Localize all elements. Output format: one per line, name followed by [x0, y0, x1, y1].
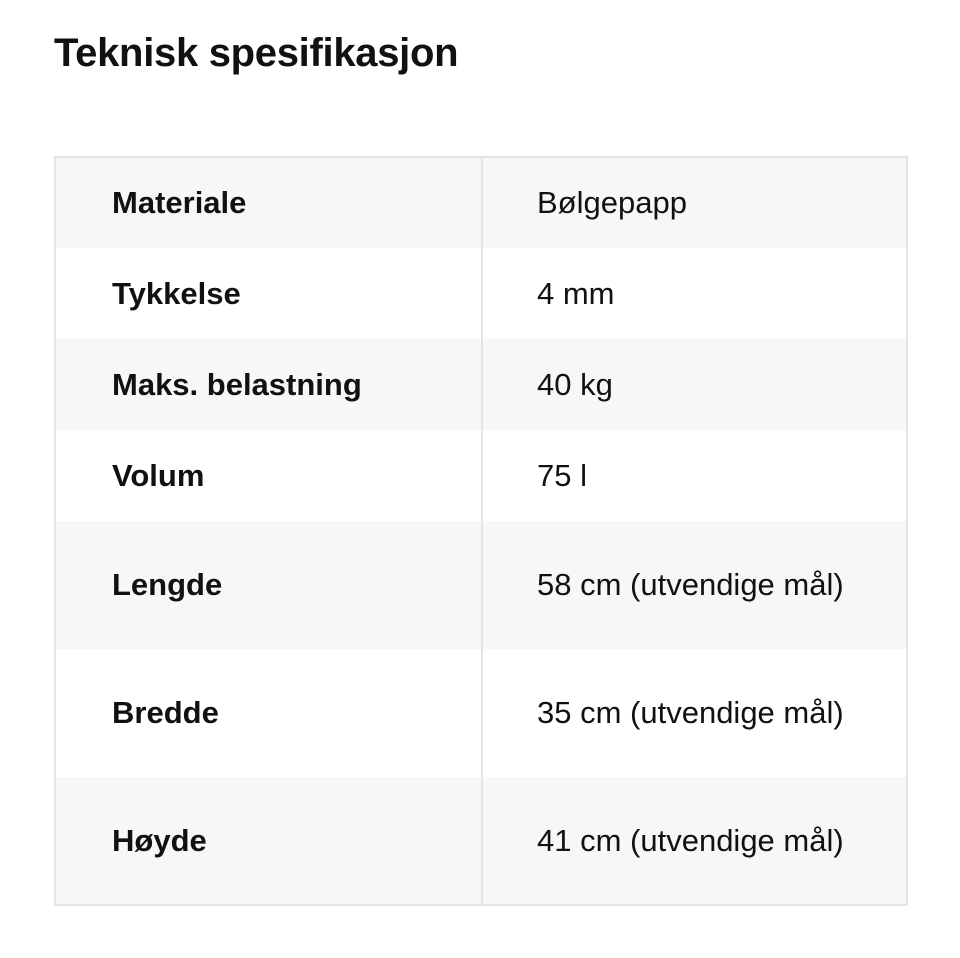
spec-label: Maks. belastning — [55, 339, 482, 430]
spec-table — [54, 156, 908, 906]
spec-value: 4 mm — [482, 248, 907, 339]
spec-label: Tykkelse — [55, 248, 482, 339]
spec-row-volum — [55, 430, 907, 521]
spec-row-lengde — [55, 521, 907, 649]
spec-value: 41 cm (utvendige mål) — [482, 777, 907, 905]
page-title: Teknisk spesifikasjon — [54, 31, 459, 75]
spec-value: 58 cm (utvendige mål) — [482, 521, 907, 649]
spec-label: Høyde — [55, 777, 482, 905]
spec-value: 75 l — [482, 430, 907, 521]
spec-label: Lengde — [55, 521, 482, 649]
spec-row-hoyde — [55, 777, 907, 905]
spec-value: 40 kg — [482, 339, 907, 430]
spec-row-maks-belastning — [55, 339, 907, 430]
spec-row-tykkelse — [55, 248, 907, 339]
spec-label: Volum — [55, 430, 482, 521]
spec-value: Bølgepapp — [482, 157, 907, 248]
spec-value: 35 cm (utvendige mål) — [482, 649, 907, 777]
spec-label: Bredde — [55, 649, 482, 777]
spec-row-materiale — [55, 157, 907, 248]
spec-row-bredde — [55, 649, 907, 777]
spec-label: Materiale — [55, 157, 482, 248]
